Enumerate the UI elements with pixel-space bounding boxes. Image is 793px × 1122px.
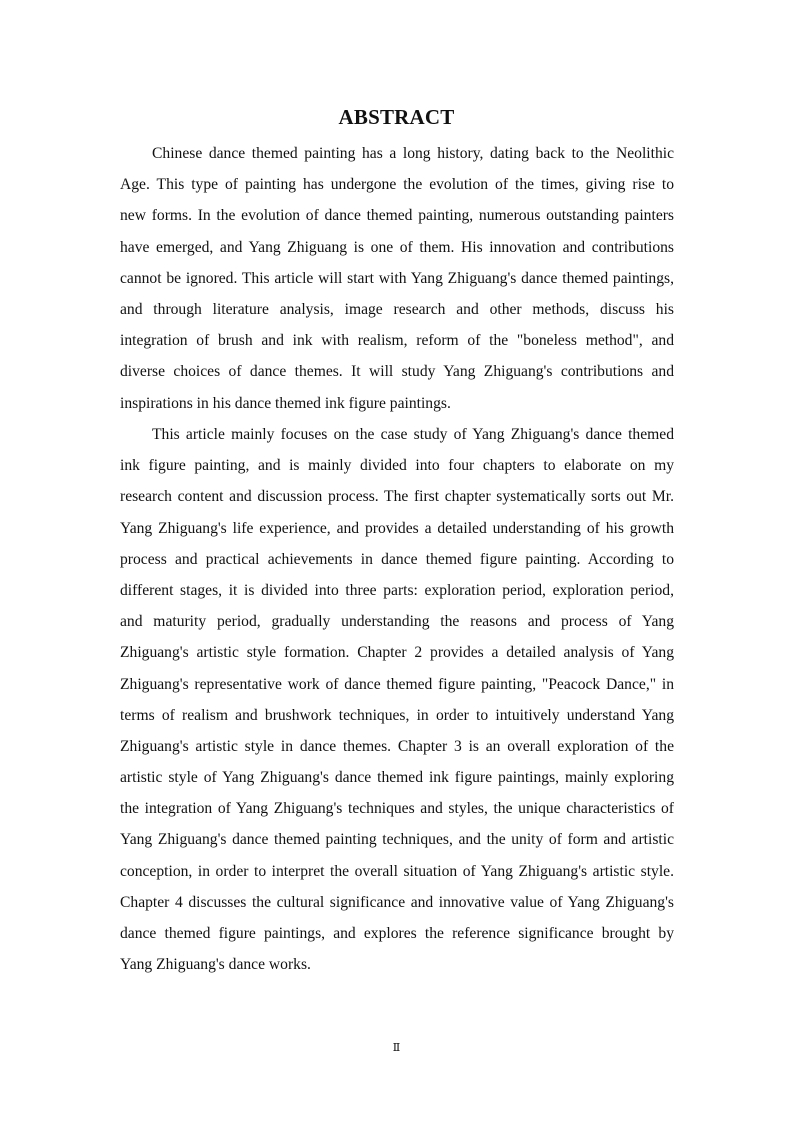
paragraph-line: research content and discussion process. The first chapter systematically sorts out Mr. [120, 488, 674, 506]
paragraph-line: process and practical achievements in dance themed figure painting. According to [120, 550, 674, 568]
paragraph-line: terms of realism and brushwork techniques, in order to intuitively understand Yang [120, 706, 674, 724]
abstract-heading: ABSTRACT [338, 105, 455, 129]
page-number: Ⅱ [392, 1042, 401, 1054]
abstract-paragraph-2 [120, 419, 674, 980]
paragraph-line: inspirations in his dance themed ink figure paintings. [120, 394, 451, 412]
paragraph-line: Zhiguang's artistic style formation. Chapter 2 provides a detailed analysis of Yang [120, 644, 674, 662]
paragraph-line: cannot be ignored. This article will start with Yang Zhiguang's dance themed paintings, [120, 269, 674, 287]
paragraph-line: Age. This type of painting has undergone the evolution of the times, giving rise to [120, 176, 674, 194]
paragraph-line: diverse choices of dance themes. It will study Yang Zhiguang's contributions and [120, 363, 674, 381]
paragraph-line: new forms. In the evolution of dance themed painting, numerous outstanding painters [120, 207, 674, 225]
paragraph-line: different stages, it is divided into three parts: exploration period, exploration period, [120, 581, 674, 599]
paragraph-line: and through literature analysis, image research and other methods, discuss his [120, 300, 674, 318]
paragraph-line: Chapter 4 discusses the cultural significance and innovative value of Yang Zhiguang's [120, 893, 674, 911]
abstract-paragraph-1 [120, 138, 674, 419]
paragraph-line: integration of brush and ink with realism, reform of the "boneless method", and [120, 332, 674, 350]
paragraph-line: Yang Zhiguang's life experience, and provides a detailed understanding of his growth [120, 519, 674, 537]
paragraph-line: have emerged, and Yang Zhiguang is one of them. His innovation and contributions [120, 238, 674, 256]
paragraph-line: Zhiguang's artistic style in dance themes. Chapter 3 is an overall exploration of the [120, 737, 674, 755]
paragraph-line: artistic style of Yang Zhiguang's dance themed ink figure paintings, mainly exploring [120, 769, 674, 787]
paragraph-line: Zhiguang's representative work of dance themed figure painting, "Peacock Dance," in [120, 675, 674, 693]
paragraph-line: This article mainly focuses on the case study of Yang Zhiguang's dance themed [152, 426, 674, 443]
paragraph-line: the integration of Yang Zhiguang's techniques and styles, the unique characteristics of [120, 800, 674, 818]
paragraph-line: conception, in order to interpret the overall situation of Yang Zhiguang's artistic style. [120, 862, 674, 880]
paragraph-line: and maturity period, gradually understanding the reasons and process of Yang [120, 613, 674, 631]
paragraph-line: Yang Zhiguang's dance works. [120, 956, 311, 974]
paragraph-line: Chinese dance themed painting has a long history, dating back to the Neolithic [152, 145, 674, 162]
paragraph-line: ink figure painting, and is mainly divided into four chapters to elaborate on my [120, 457, 674, 475]
paragraph-line: Yang Zhiguang's dance themed painting techniques, and the unity of form and artistic [120, 831, 674, 849]
paragraph-line: dance themed figure paintings, and explores the reference significance brought by [120, 925, 674, 942]
